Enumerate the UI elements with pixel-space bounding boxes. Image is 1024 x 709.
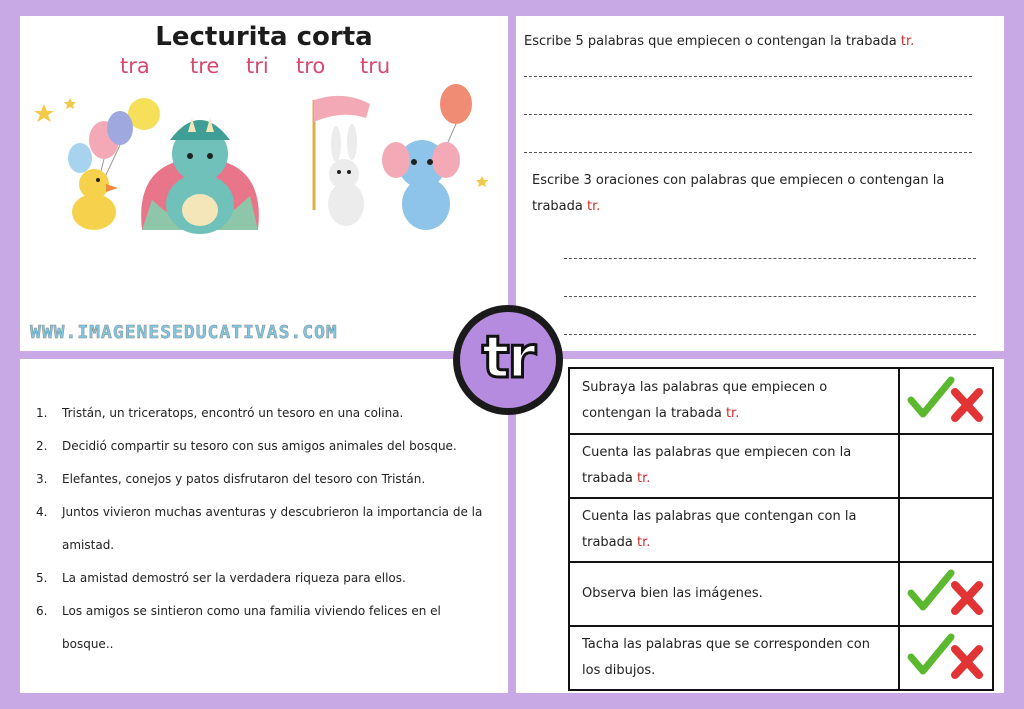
activity-text: Cuenta las palabras que contengan con la trabada tr. — [569, 498, 899, 562]
check-cross-icon — [907, 374, 985, 424]
answer-line[interactable] — [524, 76, 972, 77]
activity-text: Observa bien las imágenes. — [569, 562, 899, 626]
check-cross-cell[interactable] — [899, 626, 993, 690]
answer-cell[interactable] — [899, 434, 993, 498]
check-cross-icon — [907, 567, 985, 617]
syllable-tro: tro — [296, 54, 326, 78]
check-cross-cell[interactable] — [899, 562, 993, 626]
list-item: 6. Los amigos se sintieron como una familia viviendo felices en el bosque.. — [36, 604, 441, 651]
answer-cell[interactable] — [899, 498, 993, 562]
syllable-tri: tri — [246, 54, 269, 78]
writing-tasks-panel — [516, 16, 1004, 351]
list-item: 1. Tristán, un triceratops, encontró un tesoro en una colina. — [36, 406, 404, 420]
story-panel — [20, 359, 508, 693]
website-watermark: WWW.IMAGENESEDUCATIVAS.COM — [30, 322, 338, 343]
syllable-tru: tru — [360, 54, 391, 78]
list-item: 2. Decidió compartir su tesoro con sus amigos animales del bosque. — [36, 439, 457, 453]
activity-text: Subraya las palabras que empiecen o contengan la trabada tr. — [569, 368, 899, 434]
worksheet-title: Lecturita corta — [155, 22, 373, 52]
table-row — [569, 562, 993, 626]
table-row — [569, 434, 993, 498]
animals-illustration — [30, 80, 500, 240]
activities-table — [568, 367, 994, 691]
answer-line[interactable] — [564, 258, 976, 259]
check-cross-icon — [907, 631, 985, 681]
activity-text: Cuenta las palabras que empiecen con la trabada tr. — [569, 434, 899, 498]
list-item: 4. Juntos vivieron muchas aventuras y descubrieron la importancia de la amistad. — [36, 505, 483, 552]
list-item: 5. La amistad demostró ser la verdadera riqueza para ellos. — [36, 571, 406, 585]
activities-panel — [516, 359, 1004, 693]
tr-badge-label: tr — [481, 323, 535, 391]
syllable-tra: tra — [120, 54, 150, 78]
syllable-tre: tre — [190, 54, 220, 78]
table-row — [569, 368, 993, 434]
write-sentences-instruction: Escribe 3 oraciones con palabras que empiecen o contengan la trabada tr. — [532, 173, 945, 214]
table-row — [569, 498, 993, 562]
answer-line[interactable] — [564, 296, 976, 297]
reading-header-panel — [20, 16, 508, 351]
story-sentence-list — [36, 397, 496, 661]
tr-badge — [453, 305, 563, 415]
write-words-instruction: Escribe 5 palabras que empiecen o contengan la trabada tr. — [524, 34, 915, 49]
answer-line[interactable] — [524, 152, 972, 153]
answer-line[interactable] — [564, 334, 976, 335]
check-cross-cell[interactable] — [899, 368, 993, 434]
tr-badge-inner — [460, 312, 556, 408]
table-row — [569, 626, 993, 690]
list-item: 3. Elefantes, conejos y patos disfrutaron del tesoro con Tristán. — [36, 472, 426, 486]
answer-line[interactable] — [524, 114, 972, 115]
activity-text: Tacha las palabras que se corresponden con los dibujos. — [569, 626, 899, 690]
